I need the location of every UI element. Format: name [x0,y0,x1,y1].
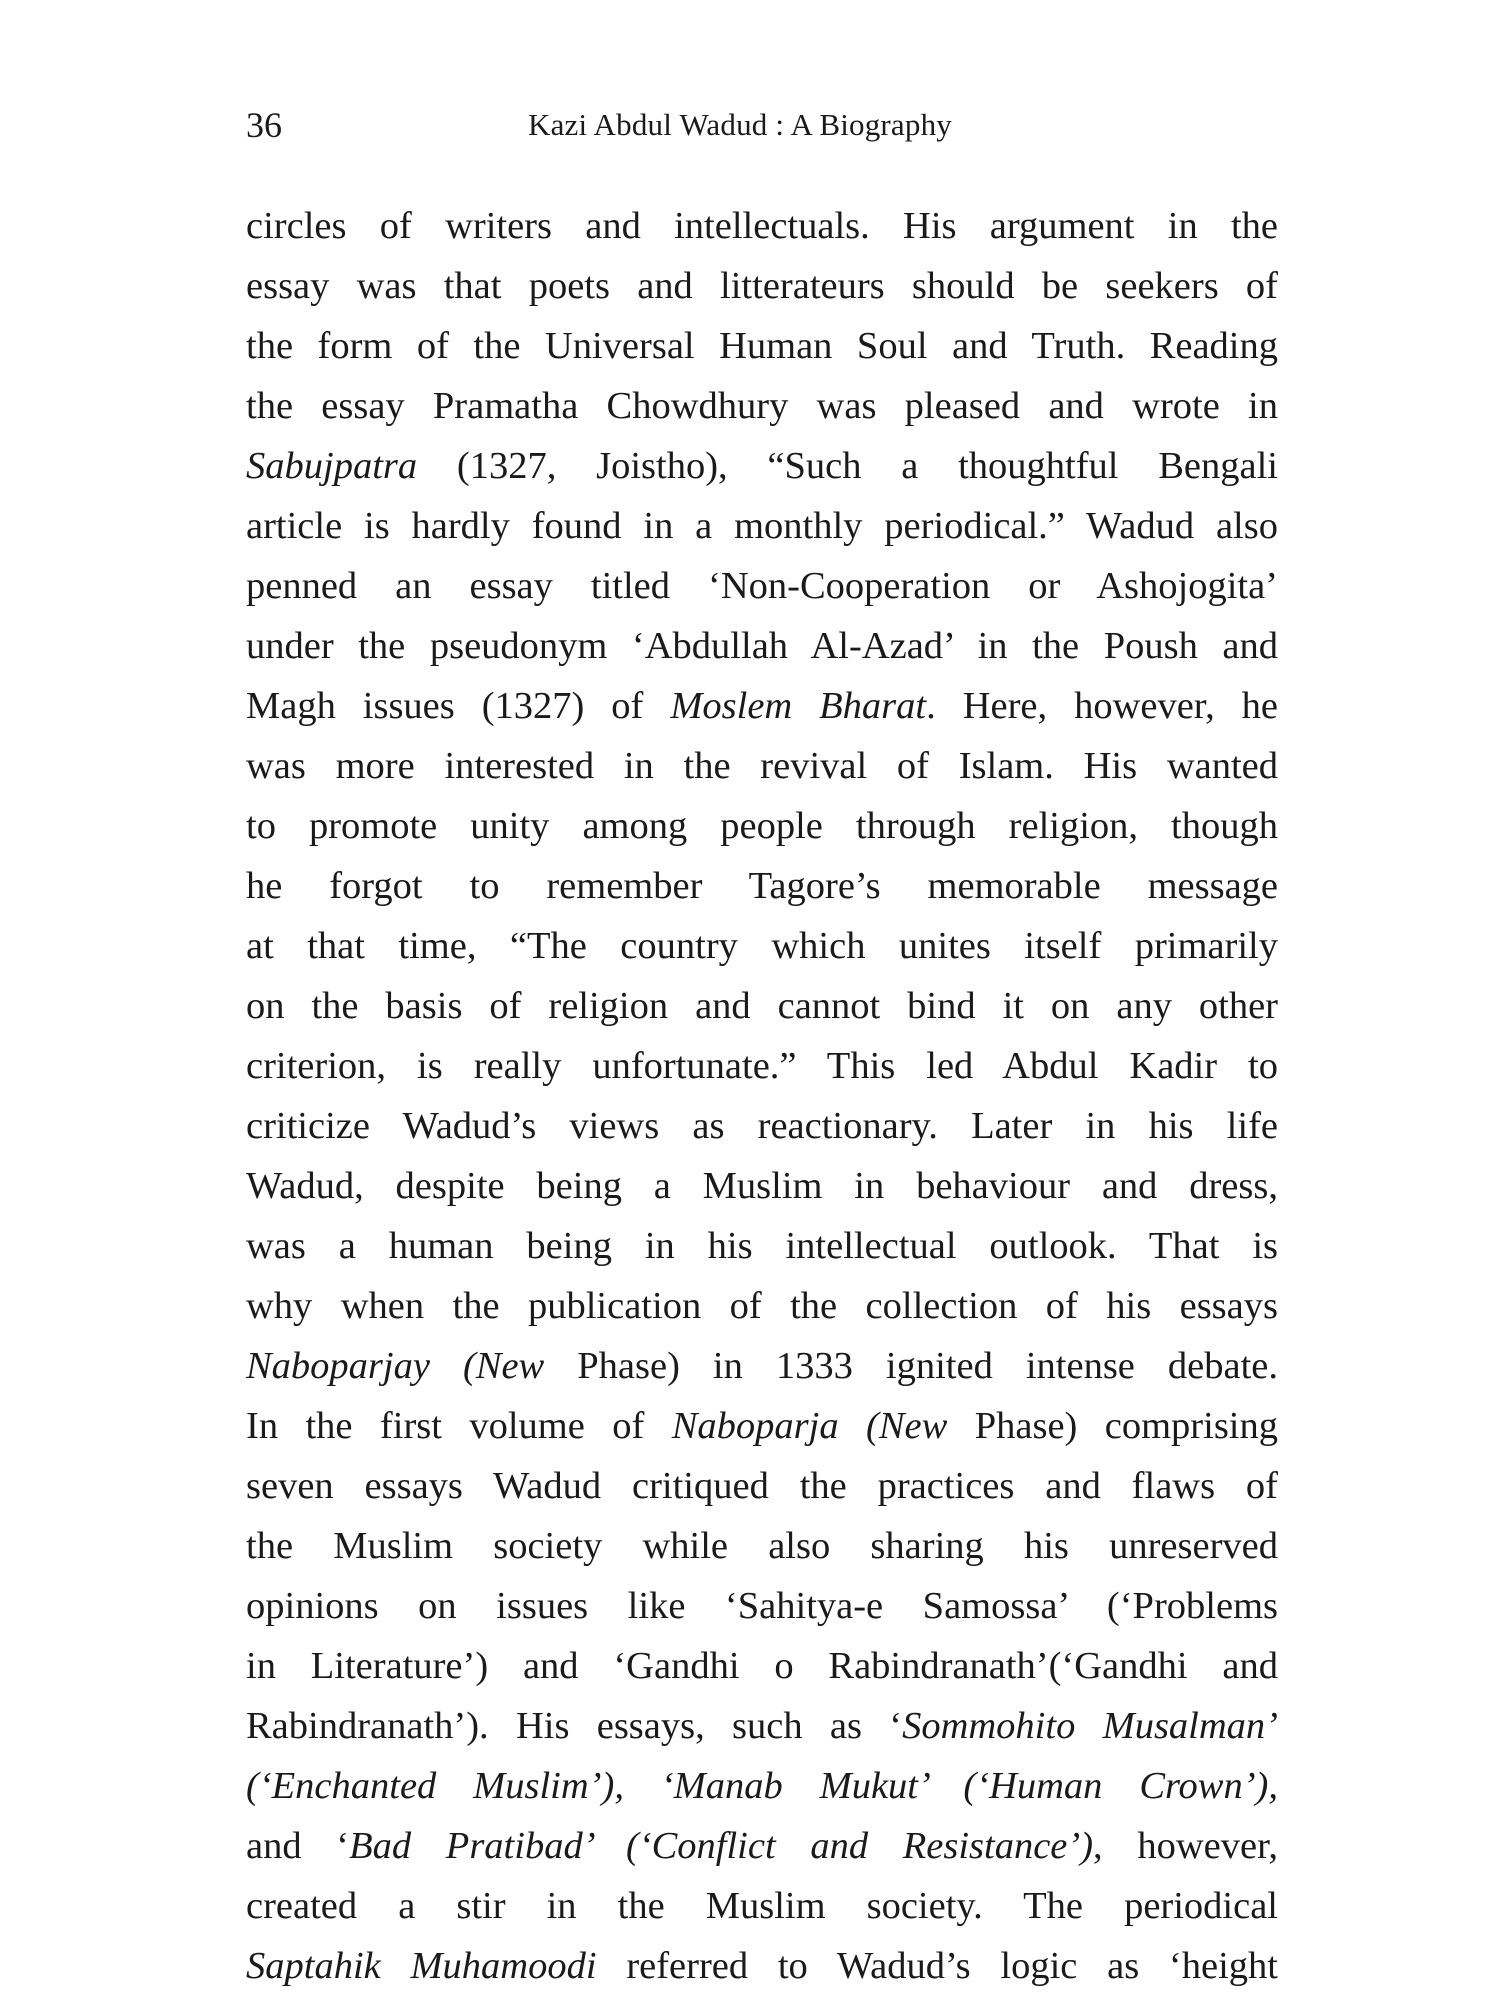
text-segment: seven essays Wadud critiqued the practices and flaws of [246,1465,1278,1507]
text-segment: opinions on issues like ‘Sahitya-e Samossa’ (‘Problems [246,1585,1278,1627]
italic-text-segment: Saptahik Muhamoodi [246,1945,597,1987]
text-line [246,1276,1278,1336]
text-segment: was more interested in the revival of Islam. His wanted [246,745,1278,787]
text-line [246,1216,1278,1276]
text-line [246,1816,1278,1876]
text-line [246,556,1278,616]
italic-text-segment: Bad Pratibad’ (‘Conflict and Resistance’) [349,1825,1094,1867]
text-segment: Magh issues (1327) of [246,685,671,727]
text-line [246,316,1278,376]
text-line [246,1096,1278,1156]
text-line [246,196,1278,256]
text-segment: Rabindranath’). His essays, such as ‘ [246,1705,903,1747]
text-line [246,1396,1278,1456]
text-line [246,1576,1278,1636]
text-line [246,1036,1278,1096]
running-title: Kazi Abdul Wadud : A Biography [528,107,952,142]
text-segment: at that time, “The country which unites itself primarily [246,925,1278,967]
text-line [246,916,1278,976]
text-line [246,1636,1278,1696]
text-segment: the form of the Universal Human Soul and Truth. Reading [246,325,1278,367]
italic-text-segment: Naboparjay (New [246,1345,545,1387]
text-line [246,1516,1278,1576]
text-segment: . Here, however, he [926,685,1278,727]
text-segment: under the pseudonym ‘Abdullah Al-Azad’ in the Poush and [246,625,1278,667]
text-segment: criticize Wadud’s views as reactionary. Later in his life [246,1105,1278,1147]
text-segment: essay was that poets and litterateurs should be seekers of [246,265,1278,307]
text-segment: referred to Wadud’s logic as ‘height [596,1945,1278,1987]
text-line [246,1756,1278,1816]
text-segment: In the first volume of [246,1405,672,1447]
italic-text-segment: (‘Enchanted Muslim’), ‘Manab Mukut’ (‘Human Crown’), [246,1765,1278,1807]
text-line [246,1876,1278,1936]
text-line [246,976,1278,1036]
text-line [246,376,1278,436]
text-line [246,676,1278,736]
text-line [246,1936,1278,1996]
text-segment: why when the publication of the collection of his essays [246,1285,1278,1327]
text-line [246,436,1278,496]
text-segment: on the basis of religion and cannot bind it on any other [246,985,1278,1027]
text-segment: the Muslim society while also sharing his unreserved [246,1525,1278,1567]
text-line [246,1456,1278,1516]
body-paragraph [246,196,1278,1996]
text-segment: he forgot to remember Tagore’s memorable message [246,865,1278,907]
text-segment: Phase) in 1333 ignited intense debate. [544,1345,1278,1387]
italic-text-segment: Sommohito Musalman’ [902,1705,1278,1747]
text-segment: article is hardly found in a monthly periodical.” Wadud also [246,505,1278,547]
text-segment: the essay Pramatha Chowdhury was pleased and wrote in [246,385,1278,427]
italic-text-segment: Sabujpatra [246,445,418,487]
text-line [246,496,1278,556]
text-line [246,1156,1278,1216]
text-segment: circles of writers and intellectuals. His argument in the [246,205,1278,247]
text-segment: (1327, Joistho), “Such a thoughtful Bengali [417,445,1278,487]
text-segment: created a stir in the Muslim society. The periodical [246,1885,1278,1927]
text-segment: to promote unity among people through religion, though [246,805,1278,847]
text-segment: Phase) comprising [947,1405,1278,1447]
text-segment: was a human being in his intellectual outlook. That is [246,1225,1278,1267]
text-segment: criterion, is really unfortunate.” This led Abdul Kadir to [246,1045,1278,1087]
text-line [246,256,1278,316]
text-line [246,616,1278,676]
text-segment: in Literature’) and ‘Gandhi o Rabindranath’(‘Gandhi and [246,1645,1278,1687]
page-number: 36 [246,105,282,145]
text-line [246,856,1278,916]
text-segment: Wadud, despite being a Muslim in behaviour and dress, [246,1165,1278,1207]
text-line [246,796,1278,856]
text-line [246,736,1278,796]
text-segment: , however, [1093,1825,1278,1867]
text-line [246,1336,1278,1396]
italic-text-segment: Moslem Bharat [670,685,927,727]
italic-text-segment: Naboparja (New [671,1405,948,1447]
text-segment: and ‘ [246,1825,350,1867]
page-header [0,100,1500,150]
text-line [246,1696,1278,1756]
text-segment: penned an essay titled ‘Non-Cooperation or Ashojogita’ [246,565,1278,607]
